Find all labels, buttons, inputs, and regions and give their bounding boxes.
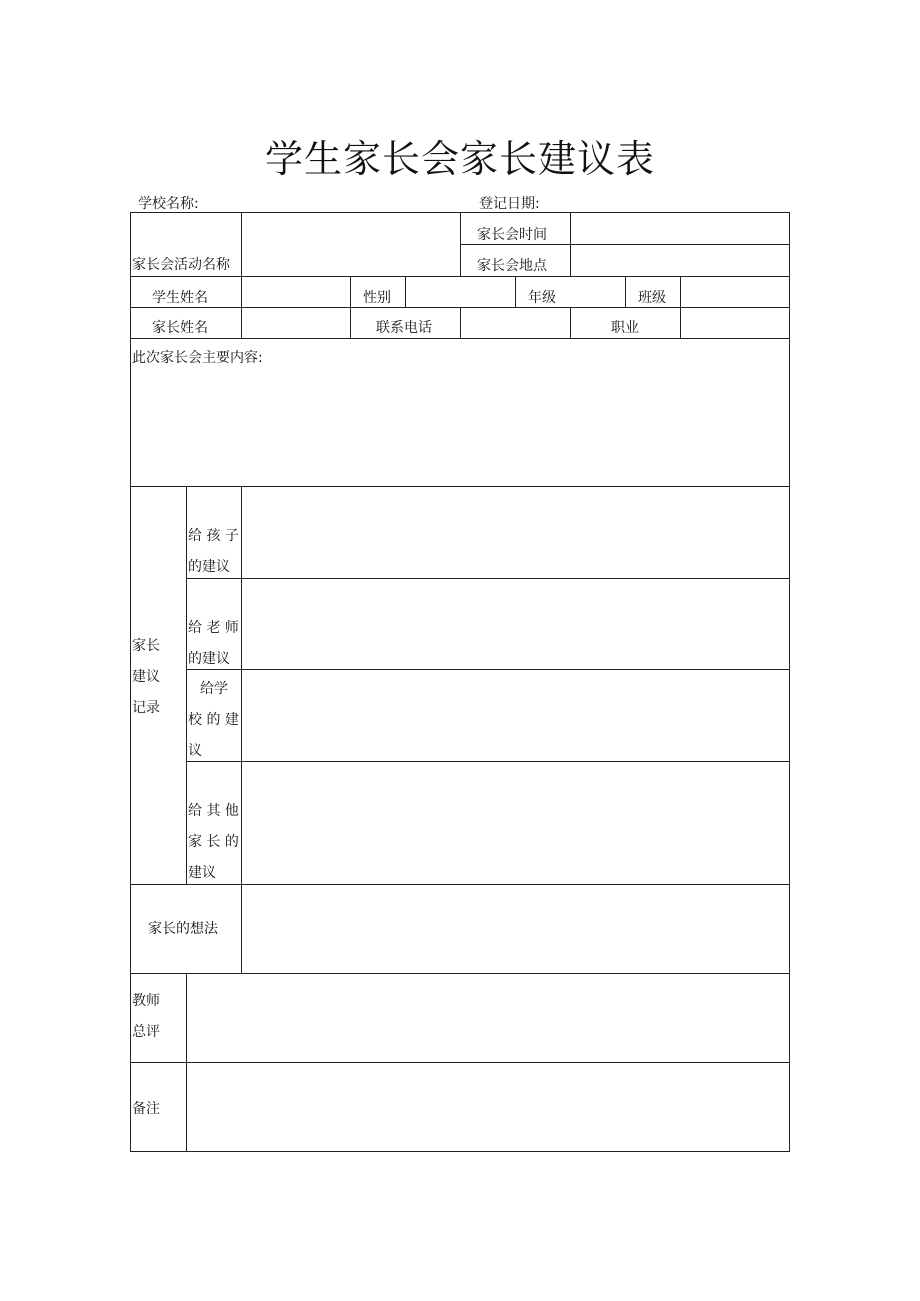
date-label: 登记日期: [479, 196, 540, 212]
meeting-place-label: 家长会地点 [477, 258, 547, 274]
column-divider [350, 276, 351, 338]
meeting-place-field[interactable] [571, 245, 789, 275]
column-divider [186, 486, 187, 884]
parent-name-label: 家长姓名 [152, 320, 208, 336]
remarks-field[interactable] [187, 1063, 789, 1151]
advice-teacher-label: 给 老 师 的建议 [188, 620, 239, 667]
advice-form-table [130, 212, 790, 1152]
date-field[interactable] [548, 192, 788, 210]
column-divider [515, 276, 516, 307]
parent-thoughts-field[interactable] [242, 885, 789, 972]
teacher-review-field[interactable] [187, 974, 789, 1061]
advice-record-label: 家长 建议 记录 [132, 638, 160, 716]
advice-teacher-field[interactable] [242, 579, 789, 668]
column-divider [460, 213, 461, 276]
class-field[interactable] [681, 277, 789, 306]
phone-field[interactable] [461, 308, 569, 337]
phone-label: 联系电话 [376, 320, 432, 336]
school-name-label: 学校名称: [138, 196, 199, 212]
activity-name-field[interactable] [242, 214, 459, 275]
advice-parents-label: 给 其 他 家 长 的 建议 [188, 803, 239, 881]
meeting-time-label: 家长会时间 [477, 227, 547, 243]
meeting-time-field[interactable] [571, 214, 789, 243]
row-divider [131, 338, 790, 339]
advice-parents-field[interactable] [242, 762, 789, 883]
advice-child-label: 给 孩 子 的建议 [188, 528, 239, 575]
column-divider [625, 276, 626, 307]
class-label: 班级 [638, 290, 666, 306]
occupation-field[interactable] [681, 308, 789, 337]
parent-thoughts-label: 家长的想法 [148, 921, 218, 937]
gender-field[interactable] [406, 277, 514, 306]
main-content-field[interactable] [132, 373, 789, 485]
advice-school-label: 给学 校 的 建 议 [188, 681, 239, 759]
activity-name-label: 家长会活动名称 [132, 257, 230, 273]
remarks-label: 备注 [132, 1101, 160, 1117]
page-title: 学生家长会家长建议表 [264, 137, 655, 181]
occupation-label: 职业 [611, 320, 639, 336]
gender-label: 性别 [363, 290, 391, 306]
teacher-review-label: 教师 总评 [132, 993, 160, 1040]
advice-child-field[interactable] [242, 487, 789, 577]
school-name-field[interactable] [212, 192, 452, 210]
student-name-label: 学生姓名 [152, 290, 208, 306]
column-divider [570, 307, 571, 338]
grade-label: 年级 [528, 290, 556, 306]
grade-field[interactable] [571, 277, 624, 306]
advice-school-field[interactable] [242, 670, 789, 760]
main-content-label: 此次家长会主要内容: [132, 350, 263, 366]
student-name-field[interactable] [242, 277, 349, 306]
parent-name-field[interactable] [242, 308, 349, 337]
